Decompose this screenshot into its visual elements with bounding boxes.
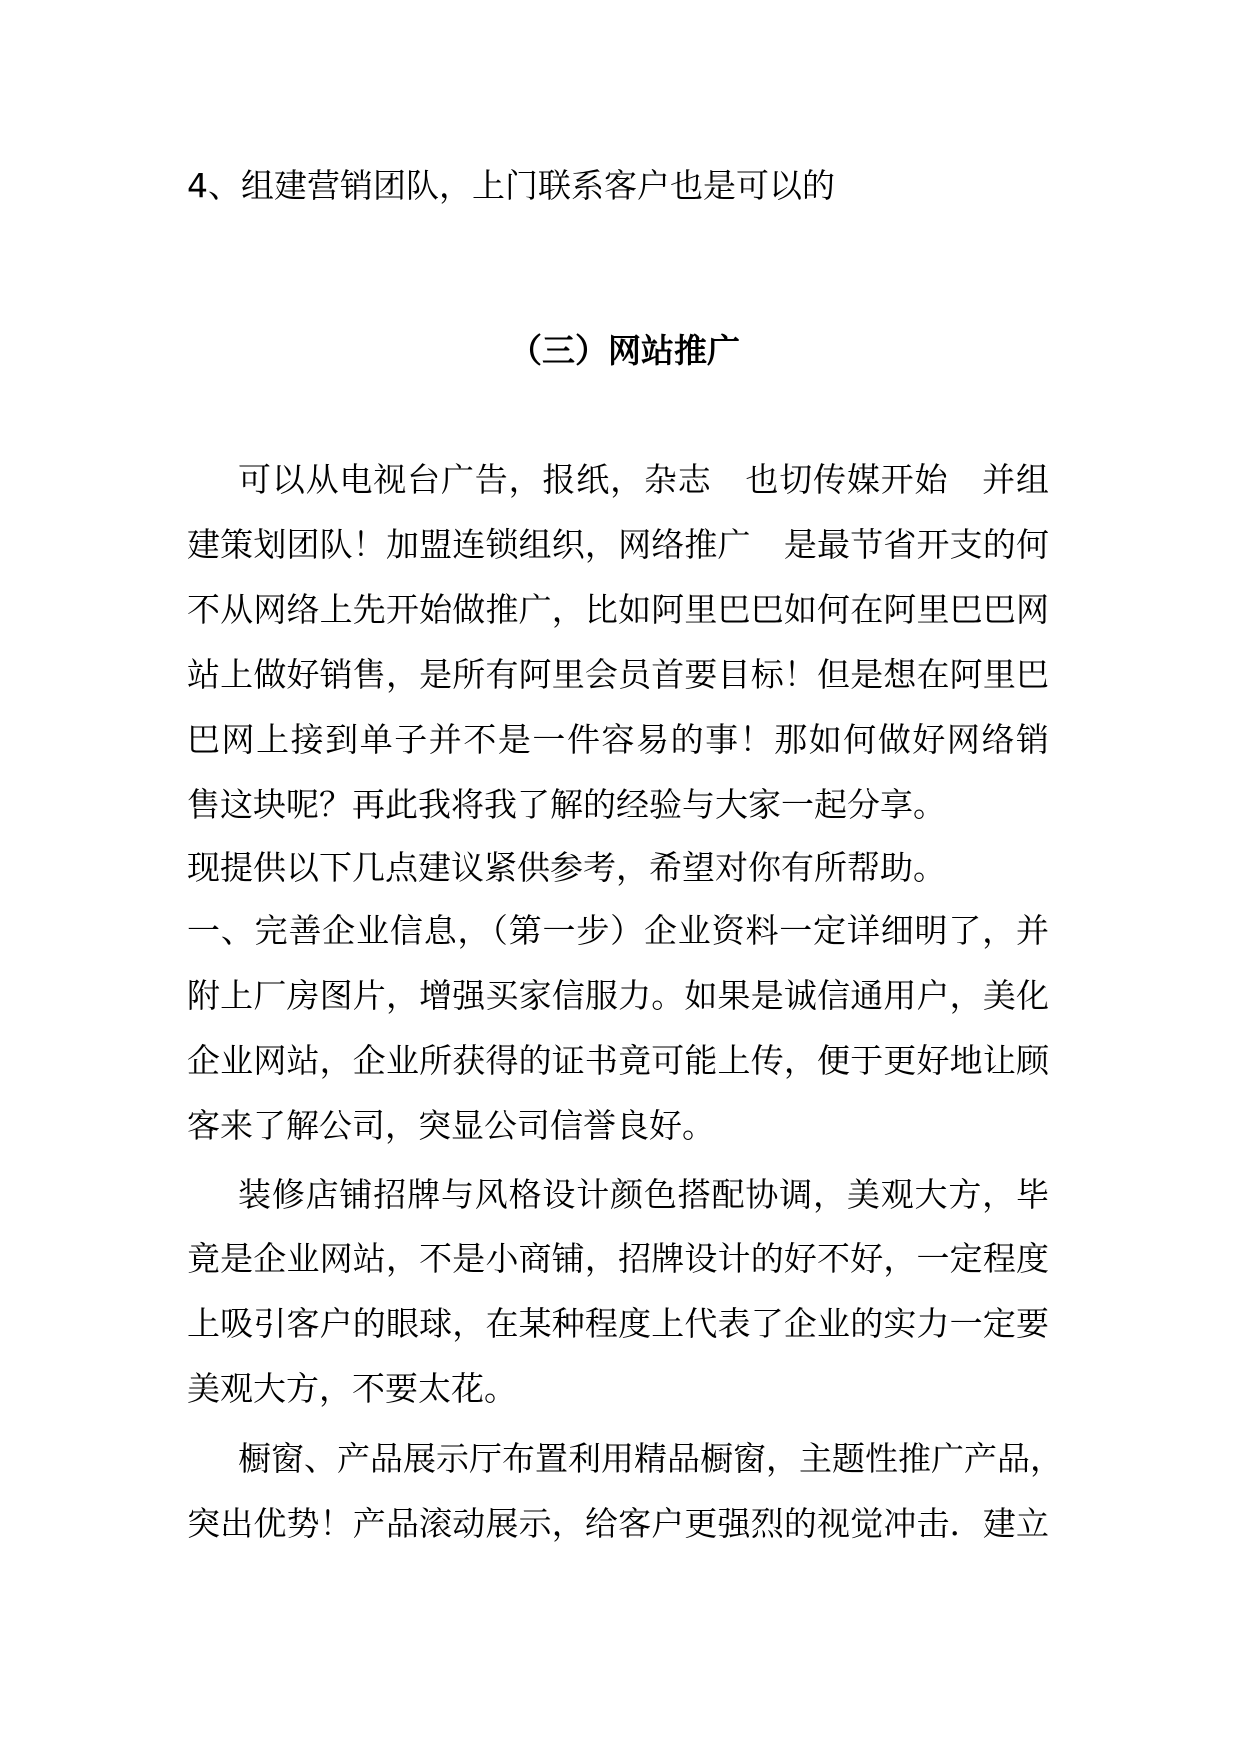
paragraph-line: 巴网上接到单子并不是一件容易的事！那如何做好网络销 — [187, 720, 1049, 759]
section-heading-text: （三）网站推广 — [509, 331, 740, 370]
paragraph-line: 装修店铺招牌与风格设计颜色搭配协调，美观大方，毕 — [238, 1175, 1049, 1214]
paragraph-line: 现提供以下几点建议紧供参考，希望对你有所帮助。 — [187, 848, 946, 887]
paragraph-line: 美观大方，不要太花。 — [187, 1369, 517, 1408]
paragraph-line: 橱窗、产品展示厅布置利用精品橱窗，主题性推广产品， — [238, 1439, 1063, 1478]
paragraph-line: 售这块呢？再此我将我了解的经验与大家一起分享。 — [187, 785, 946, 824]
section-heading — [0, 326, 1241, 376]
paragraph-line: 企业网站，企业所获得的证书竟可能上传，便于更好地让顾 — [187, 1041, 1049, 1080]
paragraph-line: 客来了解公司，突显公司信誉良好。 — [187, 1106, 715, 1145]
paragraph-line: 突出优势！产品滚动展示，给客户更强烈的视觉冲击．建立 — [187, 1504, 1049, 1543]
paragraph-line: 建策划团队！加盟连锁组织，网络推广 是最节省开支的何 — [187, 525, 1049, 564]
paragraph-line: 竟是企业网站，不是小商铺，招牌设计的好不好，一定程度 — [187, 1239, 1049, 1278]
paragraph-line: 上吸引客户的眼球，在某种程度上代表了企业的实力一定要 — [187, 1304, 1049, 1343]
paragraph-line: 不从网络上先开始做推广，比如阿里巴巴如何在阿里巴巴网 — [187, 590, 1049, 629]
list-item: 4、组建营销团队，上门联系客户也是可以的 — [187, 166, 835, 205]
paragraph-line: 可以从电视台广告，报纸，杂志 也切传媒开始 并组 — [238, 460, 1049, 499]
paragraph-line: 站上做好销售，是所有阿里会员首要目标！但是想在阿里巴 — [187, 655, 1049, 694]
paragraph-line: 一、完善企业信息，（第一步）企业资料一定详细明了，并 — [187, 911, 1049, 950]
paragraph-line: 附上厂房图片，增强买家信服力。如果是诚信通用户，美化 — [187, 976, 1049, 1015]
